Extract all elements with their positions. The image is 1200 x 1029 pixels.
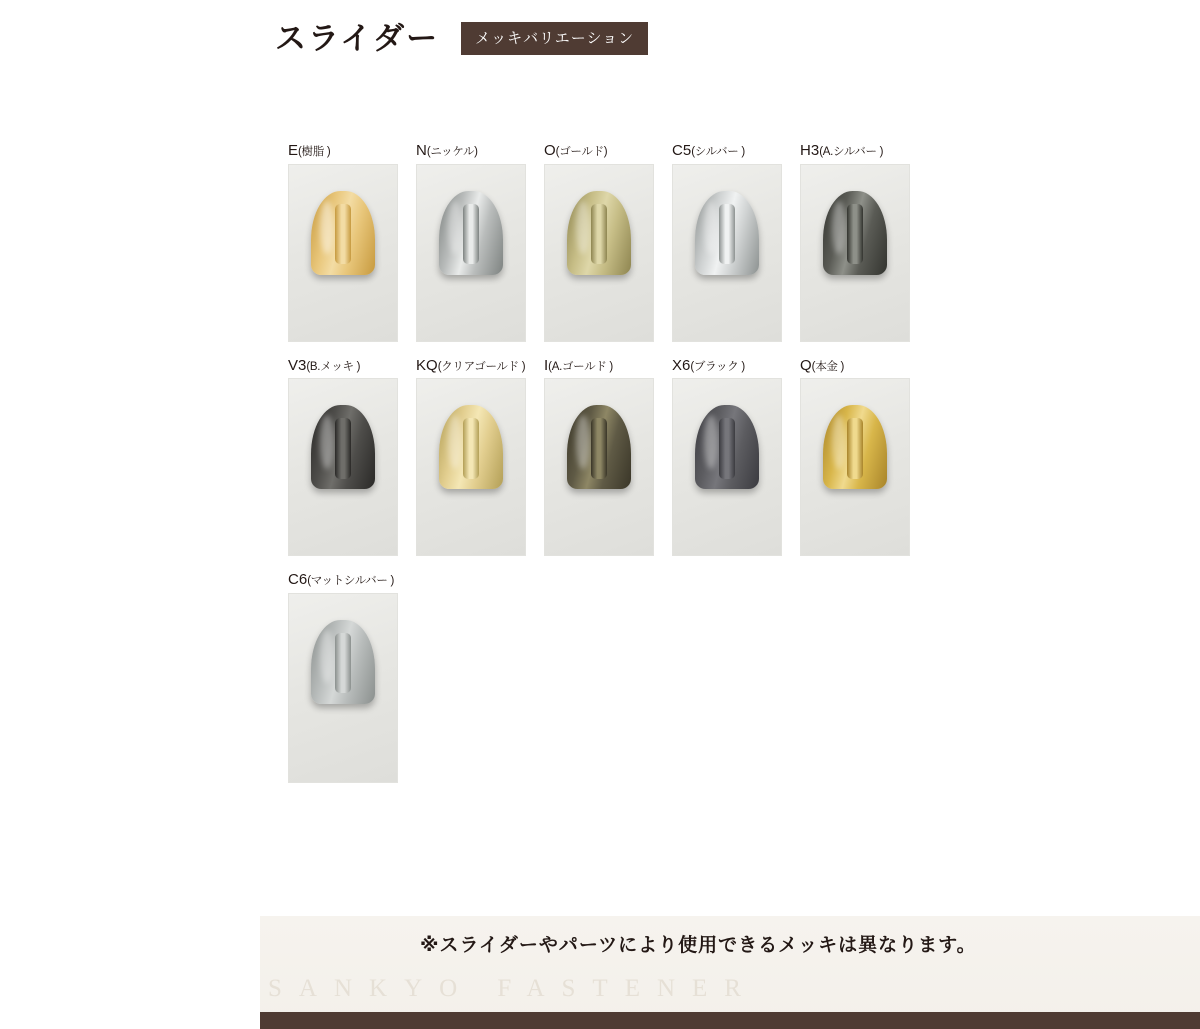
swatch-label bbox=[544, 143, 654, 159]
swatch-row bbox=[288, 358, 948, 557]
swatch-name: (ブラック ) bbox=[690, 360, 745, 373]
slider-rib bbox=[335, 204, 351, 264]
swatch-code: V3 bbox=[288, 356, 307, 374]
slider-highlight bbox=[320, 201, 334, 255]
slider-rib bbox=[719, 418, 735, 478]
slider-highlight bbox=[832, 415, 846, 469]
swatch-name: (樹脂 ) bbox=[298, 146, 331, 158]
slider-highlight bbox=[704, 201, 718, 255]
swatch-code: I bbox=[544, 356, 549, 374]
swatch-photo bbox=[800, 378, 910, 556]
swatch-label bbox=[416, 143, 526, 159]
slider-rib bbox=[591, 204, 607, 264]
swatch-label bbox=[416, 358, 526, 374]
swatch-item-n[interactable] bbox=[416, 143, 526, 342]
slider-rib bbox=[719, 204, 735, 264]
swatch-code: N bbox=[416, 142, 427, 159]
swatch-name: (B.メッキ ) bbox=[306, 360, 361, 373]
footer-note: ※スライダーやパーツにより使用できるメッキは異なります。 bbox=[420, 935, 977, 956]
zipper-slider-image bbox=[567, 405, 631, 489]
swatch-row bbox=[288, 572, 948, 783]
swatch-code: E bbox=[288, 142, 299, 159]
swatch-item-c5[interactable] bbox=[672, 143, 782, 342]
swatch-photo bbox=[800, 164, 910, 342]
swatch-label bbox=[288, 143, 398, 159]
swatch-label bbox=[672, 143, 782, 159]
swatch-code: C5 bbox=[672, 142, 692, 159]
swatch-item-e[interactable] bbox=[288, 143, 398, 342]
plating-variation-grid bbox=[288, 143, 948, 799]
swatch-name: (ニッケル) bbox=[426, 146, 478, 158]
slider-rib bbox=[847, 204, 863, 264]
swatch-code: C6 bbox=[288, 571, 308, 588]
swatch-label bbox=[288, 358, 398, 374]
swatch-item-v3[interactable] bbox=[288, 358, 398, 557]
slider-highlight bbox=[704, 415, 718, 469]
swatch-photo bbox=[672, 378, 782, 556]
swatch-code: O bbox=[544, 142, 556, 159]
swatch-photo bbox=[288, 378, 398, 556]
swatch-photo bbox=[672, 164, 782, 342]
slider-rib bbox=[335, 418, 351, 478]
zipper-slider-image bbox=[439, 191, 503, 275]
brand-watermark: SANKYO FASTENER bbox=[268, 975, 758, 1002]
swatch-photo bbox=[544, 164, 654, 342]
zipper-slider-image bbox=[311, 620, 375, 704]
swatch-name: (A.ゴールド ) bbox=[548, 360, 613, 373]
swatch-code: KQ bbox=[416, 356, 438, 374]
swatch-item-c6[interactable] bbox=[288, 572, 398, 783]
swatch-label bbox=[288, 572, 398, 588]
swatch-item-q[interactable] bbox=[800, 358, 910, 557]
swatch-photo bbox=[416, 164, 526, 342]
swatch-name: (本金 ) bbox=[811, 360, 845, 373]
slider-rib bbox=[591, 418, 607, 478]
slider-rib bbox=[335, 633, 351, 693]
swatch-item-kq[interactable] bbox=[416, 358, 526, 557]
slider-rib bbox=[463, 418, 479, 478]
zipper-slider-image bbox=[823, 191, 887, 275]
page-header bbox=[275, 22, 648, 55]
swatch-label bbox=[544, 358, 654, 374]
slider-rib bbox=[847, 418, 863, 478]
swatch-label bbox=[800, 143, 910, 159]
slider-highlight bbox=[576, 201, 590, 255]
zipper-slider-image bbox=[695, 191, 759, 275]
slider-highlight bbox=[448, 201, 462, 255]
swatch-code: Q bbox=[800, 356, 812, 374]
swatch-item-i[interactable] bbox=[544, 358, 654, 557]
page-title: スライダー bbox=[275, 21, 440, 56]
swatch-name: (ゴールド) bbox=[555, 146, 608, 158]
swatch-code: X6 bbox=[672, 356, 691, 374]
swatch-photo bbox=[544, 378, 654, 556]
swatch-photo bbox=[288, 593, 398, 783]
swatch-label bbox=[672, 358, 782, 374]
footer-bar bbox=[260, 1012, 1200, 1029]
swatch-item-h3[interactable] bbox=[800, 143, 910, 342]
zipper-slider-image bbox=[311, 191, 375, 275]
swatch-name: (シルバー ) bbox=[691, 146, 745, 158]
zipper-slider-image bbox=[567, 191, 631, 275]
swatch-name: (クリアゴールド ) bbox=[437, 360, 526, 373]
swatch-item-o[interactable] bbox=[544, 143, 654, 342]
zipper-slider-image bbox=[439, 405, 503, 489]
swatch-photo bbox=[416, 378, 526, 556]
swatch-label bbox=[800, 358, 910, 374]
zipper-slider-image bbox=[311, 405, 375, 489]
swatch-row bbox=[288, 143, 948, 342]
slider-highlight bbox=[320, 630, 334, 684]
swatch-photo bbox=[288, 164, 398, 342]
swatch-name: (マットシルバー ) bbox=[307, 575, 394, 587]
slider-highlight bbox=[832, 201, 846, 255]
swatch-code: H3 bbox=[800, 142, 820, 159]
slider-highlight bbox=[448, 415, 462, 469]
zipper-slider-image bbox=[823, 405, 887, 489]
slider-highlight bbox=[320, 415, 334, 469]
page-subtitle-badge: メッキバリエーション bbox=[461, 22, 648, 55]
zipper-slider-image bbox=[695, 405, 759, 489]
swatch-name: (A.シルバー ) bbox=[819, 146, 884, 158]
slider-rib bbox=[463, 204, 479, 264]
swatch-item-x6[interactable] bbox=[672, 358, 782, 557]
slider-highlight bbox=[576, 415, 590, 469]
